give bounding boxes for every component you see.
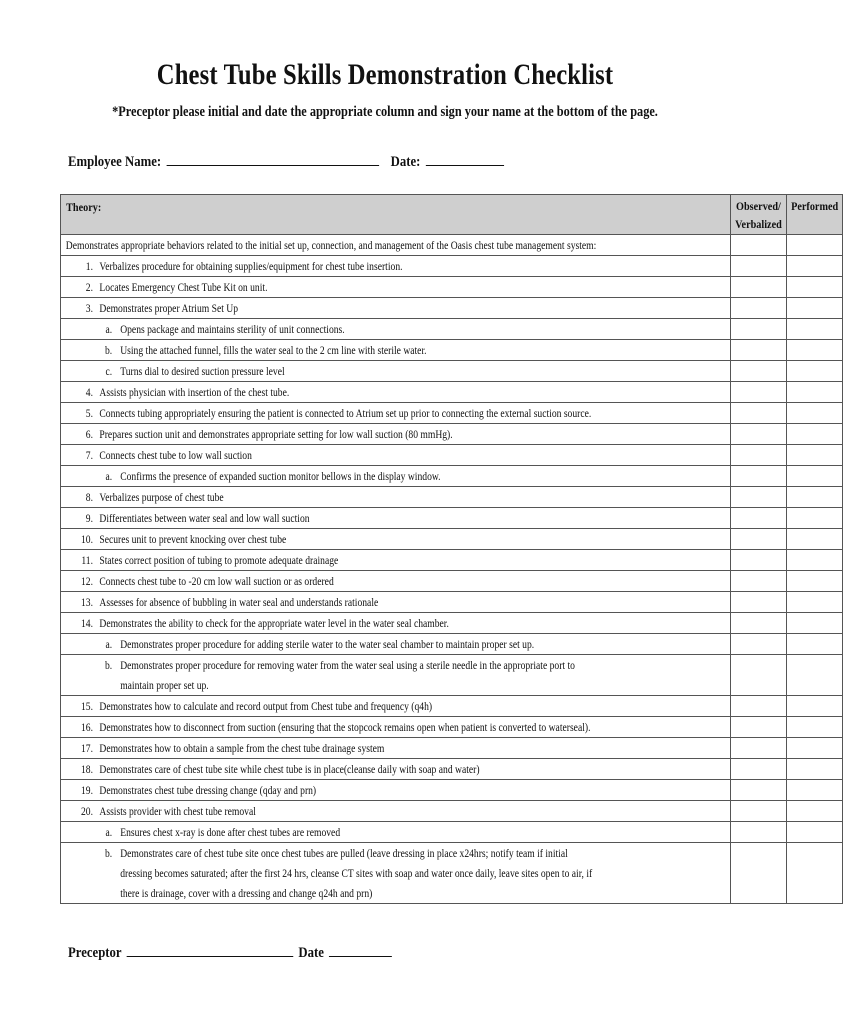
item-line (61, 843, 596, 863)
item-cell (61, 298, 731, 319)
performed-cell[interactable] (787, 382, 843, 403)
item-marker: 16. (81, 720, 93, 734)
item-text: Connects chest tube to low wall suction (99, 448, 252, 462)
item-text: Demonstrates care of chest tube site once chest tubes are pulled (leave dressing in place x24hrs; notify team if initial (120, 846, 568, 860)
performed-header-cell (787, 195, 843, 235)
item-cell (61, 759, 731, 780)
item-line (61, 801, 596, 821)
item-text: Verbalizes purpose of chest tube (99, 490, 224, 504)
observed-cell[interactable] (731, 466, 787, 487)
item-marker: 4. (85, 385, 93, 399)
item-line (61, 738, 596, 758)
observed-cell[interactable] (731, 696, 787, 717)
performed-cell[interactable] (787, 634, 843, 655)
table-row (61, 319, 843, 340)
item-marker: a. (105, 637, 113, 651)
observed-cell[interactable] (731, 634, 787, 655)
item-line (61, 466, 596, 486)
table-row (61, 634, 843, 655)
item-line (61, 696, 596, 716)
item-text: States correct position of tubing to promote adequate drainage (99, 553, 339, 567)
table-row (61, 843, 843, 904)
item-text: Demonstrates proper Atrium Set Up (99, 301, 239, 315)
table-row (61, 382, 843, 403)
observed-cell[interactable] (731, 843, 787, 904)
item-cell (61, 738, 731, 759)
intro-row (61, 235, 843, 256)
observed-cell[interactable] (731, 613, 787, 634)
item-text: Demonstrates how to disconnect from suction (ensuring that the stopcock remains open when patient is converted to waterseal). (99, 720, 591, 734)
item-marker: a. (105, 825, 113, 839)
item-cell (61, 696, 731, 717)
table-row (61, 361, 843, 382)
item-text: Demonstrates how to calculate and record output from Chest tube and frequency (q4h) (99, 699, 433, 713)
performed-cell[interactable] (787, 550, 843, 571)
observed-cell[interactable] (731, 717, 787, 738)
item-line (61, 298, 596, 318)
item-text: Prepares suction unit and demonstrates appropriate setting for low wall suction (80 mmHg). (99, 427, 453, 441)
page-title: Chest Tube Skills Demonstration Checklist (156, 58, 614, 91)
performed-cell[interactable] (787, 780, 843, 801)
item-line (61, 256, 596, 276)
item-text-continued: maintain proper set up. (120, 678, 209, 692)
item-cell (61, 634, 731, 655)
item-line (61, 445, 596, 465)
table-row (61, 655, 843, 696)
checklist-table (60, 194, 843, 904)
table-row (61, 759, 843, 780)
performed-cell[interactable] (787, 655, 843, 696)
performed-cell[interactable] (787, 508, 843, 529)
table-row (61, 403, 843, 424)
item-cell (61, 550, 731, 571)
item-text: Locates Emergency Chest Tube Kit on unit. (99, 280, 268, 294)
item-marker: 13. (81, 595, 93, 609)
observed-cell[interactable] (731, 655, 787, 696)
table-row (61, 571, 843, 592)
table-row (61, 696, 843, 717)
performed-cell[interactable] (787, 298, 843, 319)
item-cell (61, 613, 731, 634)
performed-cell[interactable] (787, 361, 843, 382)
item-line (61, 340, 596, 360)
table-row (61, 487, 843, 508)
item-marker: 3. (85, 301, 93, 315)
preceptor-signature-field[interactable] (127, 942, 294, 957)
item-marker: a. (105, 469, 113, 483)
item-line (61, 592, 596, 612)
observed-cell[interactable] (731, 487, 787, 508)
item-line (61, 655, 596, 675)
observed-cell[interactable] (731, 550, 787, 571)
observed-cell[interactable] (731, 571, 787, 592)
preceptor-label: Preceptor (68, 945, 122, 961)
observed-cell[interactable] (731, 424, 787, 445)
item-cell (61, 717, 731, 738)
observed-header-cell (731, 195, 787, 235)
table-row (61, 738, 843, 759)
observed-cell[interactable] (731, 592, 787, 613)
item-marker: a. (105, 322, 113, 336)
item-marker: 2. (85, 280, 93, 294)
performed-cell[interactable] (787, 256, 843, 277)
item-marker: 18. (81, 762, 93, 776)
item-text: Demonstrates proper procedure for removing water from the water seal using a sterile needle in the appropriate port to (120, 658, 575, 672)
performed-cell[interactable] (787, 801, 843, 822)
item-cell (61, 529, 731, 550)
performed-cell[interactable] (787, 738, 843, 759)
observed-cell[interactable] (731, 822, 787, 843)
item-cell (61, 256, 731, 277)
item-line (61, 529, 596, 549)
performed-cell[interactable] (787, 340, 843, 361)
performed-cell[interactable] (787, 466, 843, 487)
item-line (61, 571, 596, 591)
item-marker: c. (105, 364, 113, 378)
item-marker: 9. (85, 511, 93, 525)
performed-cell[interactable] (787, 571, 843, 592)
performed-cell[interactable] (787, 822, 843, 843)
item-text: Differentiates between water seal and low wall suction (99, 511, 310, 525)
item-text: Ensures chest x-ray is done after chest tubes are removed (120, 825, 341, 839)
employee-name-field[interactable] (166, 151, 379, 166)
item-line (61, 424, 596, 444)
item-cell (61, 340, 731, 361)
item-cell (61, 822, 731, 843)
table-row (61, 256, 843, 277)
preceptor-date-field[interactable] (329, 942, 392, 957)
item-line (61, 883, 596, 903)
item-marker: 19. (81, 783, 93, 797)
table-row (61, 529, 843, 550)
item-cell (61, 445, 731, 466)
item-line (61, 613, 596, 633)
item-cell (61, 277, 731, 298)
item-marker: 17. (81, 741, 93, 755)
item-text: Assists provider with chest tube removal (99, 804, 256, 818)
item-line (61, 382, 596, 402)
observed-cell[interactable] (731, 445, 787, 466)
table-row (61, 466, 843, 487)
item-text-continued: dressing becomes saturated; after the first 24 hrs, cleanse CT sites with soap and water once daily, leave sites open to air, if (120, 866, 593, 880)
item-line (61, 319, 596, 339)
intro-cell (61, 235, 731, 256)
item-cell (61, 843, 731, 904)
item-marker: b. (105, 343, 113, 357)
item-line (61, 822, 596, 842)
item-line (61, 361, 596, 381)
item-cell (61, 571, 731, 592)
table-row (61, 508, 843, 529)
item-line (61, 717, 596, 737)
item-text: Demonstrates chest tube dressing change (qday and prn) (99, 783, 317, 797)
table-row (61, 717, 843, 738)
observed-cell[interactable] (731, 403, 787, 424)
performed-cell[interactable] (787, 696, 843, 717)
item-marker: 14. (81, 616, 93, 630)
item-text: Demonstrates proper procedure for adding sterile water to the water seal chamber to maintain proper set up. (120, 637, 535, 651)
table-row (61, 780, 843, 801)
observed-cell[interactable] (731, 508, 787, 529)
item-line (61, 550, 596, 570)
employee-name-label: Employee Name: (68, 154, 162, 170)
instructions: *Preceptor please initial and date the appropriate column and sign your name at the bottom of the page. (112, 104, 658, 120)
performed-cell[interactable] (787, 759, 843, 780)
item-cell (61, 487, 731, 508)
item-text-continued: there is drainage, cover with a dressing and change q24h and prn) (120, 886, 373, 900)
table-header-row (61, 195, 843, 235)
item-marker: 15. (81, 699, 93, 713)
item-marker: 11. (81, 553, 93, 567)
item-cell (61, 780, 731, 801)
performed-cell[interactable] (787, 445, 843, 466)
performed-cell[interactable] (787, 529, 843, 550)
item-marker: 12. (81, 574, 93, 588)
item-line (61, 403, 596, 423)
item-line (61, 863, 596, 883)
item-line (61, 675, 596, 695)
item-cell (61, 508, 731, 529)
theory-header-cell (61, 195, 731, 235)
performed-cell[interactable] (787, 424, 843, 445)
intro-text: Demonstrates appropriate behaviors related to the initial set up, connection, and management of the Oasis chest tube management system: (65, 238, 597, 252)
observed-cell[interactable] (731, 759, 787, 780)
item-text: Connects tubing appropriately ensuring the patient is connected to Atrium set up prior to connecting the external suction source. (99, 406, 592, 420)
table-row (61, 340, 843, 361)
item-line (61, 780, 596, 800)
observed-cell[interactable] (731, 780, 787, 801)
performed-cell[interactable] (787, 613, 843, 634)
item-text: Connects chest tube to -20 cm low wall suction or as ordered (99, 574, 334, 588)
performed-header: Performed (791, 199, 839, 213)
performed-cell[interactable] (787, 592, 843, 613)
table-row (61, 822, 843, 843)
observed-cell[interactable] (731, 298, 787, 319)
item-text: Verbalizes procedure for obtaining supplies/equipment for chest tube insertion. (99, 259, 403, 273)
employee-date-label: Date: (390, 154, 421, 170)
item-text: Assists physician with insertion of the chest tube. (99, 385, 290, 399)
observed-cell[interactable] (731, 382, 787, 403)
item-marker: 10. (81, 532, 93, 546)
item-text: Confirms the presence of expanded suction monitor bellows in the display window. (120, 469, 441, 483)
item-marker: 20. (81, 804, 93, 818)
table-row (61, 550, 843, 571)
item-cell (61, 361, 731, 382)
item-text: Turns dial to desired suction pressure level (120, 364, 285, 378)
performed-cell[interactable] (787, 319, 843, 340)
observed-cell[interactable] (731, 340, 787, 361)
item-cell (61, 382, 731, 403)
item-text: Demonstrates how to obtain a sample from the chest tube drainage system (99, 741, 385, 755)
observed-cell[interactable] (731, 256, 787, 277)
item-cell (61, 592, 731, 613)
item-line (61, 634, 596, 654)
performed-cell[interactable] (787, 717, 843, 738)
observed-cell[interactable] (731, 319, 787, 340)
table-row (61, 298, 843, 319)
item-cell (61, 655, 731, 696)
preceptor-signature-line (68, 942, 392, 962)
item-text: Assesses for absence of bubbling in water seal and understands rationale (99, 595, 379, 609)
item-cell (61, 403, 731, 424)
item-cell (61, 319, 731, 340)
item-marker: b. (105, 846, 113, 860)
item-cell (61, 424, 731, 445)
table-row (61, 592, 843, 613)
table-row (61, 445, 843, 466)
item-marker: b. (105, 658, 113, 672)
item-line (61, 508, 596, 528)
item-cell (61, 466, 731, 487)
observed-cell[interactable] (731, 235, 787, 256)
table-row (61, 424, 843, 445)
employee-date-field[interactable] (425, 151, 503, 166)
employee-info-line (68, 151, 504, 171)
observed-header: Observed/ Verbalized (735, 199, 782, 231)
table-row (61, 613, 843, 634)
observed-cell[interactable] (731, 738, 787, 759)
table-row (61, 277, 843, 298)
item-marker: 8. (85, 490, 93, 504)
item-marker: 1. (85, 259, 93, 273)
table-row (61, 801, 843, 822)
item-line (61, 759, 596, 779)
theory-header: Theory: (66, 200, 102, 214)
item-text: Demonstrates care of chest tube site while chest tube is in place(cleanse daily with soap and water) (99, 762, 480, 776)
item-line (61, 487, 596, 507)
performed-cell[interactable] (787, 277, 843, 298)
preceptor-date-label: Date (298, 945, 324, 961)
item-marker: 6. (85, 427, 93, 441)
item-text: Secures unit to prevent knocking over chest tube (99, 532, 287, 546)
observed-cell[interactable] (731, 529, 787, 550)
performed-cell[interactable] (787, 843, 843, 904)
observed-cell[interactable] (731, 277, 787, 298)
item-line (61, 277, 596, 297)
performed-cell[interactable] (787, 487, 843, 508)
item-marker: 5. (85, 406, 93, 420)
performed-cell[interactable] (787, 403, 843, 424)
item-text: Demonstrates the ability to check for the appropriate water level in the water seal chamber. (99, 616, 449, 630)
item-text: Opens package and maintains sterility of unit connections. (120, 322, 345, 336)
item-marker: 7. (85, 448, 93, 462)
observed-cell[interactable] (731, 801, 787, 822)
item-cell (61, 801, 731, 822)
observed-cell[interactable] (731, 361, 787, 382)
item-text: Using the attached funnel, fills the water seal to the 2 cm line with sterile water. (120, 343, 427, 357)
performed-cell[interactable] (787, 235, 843, 256)
